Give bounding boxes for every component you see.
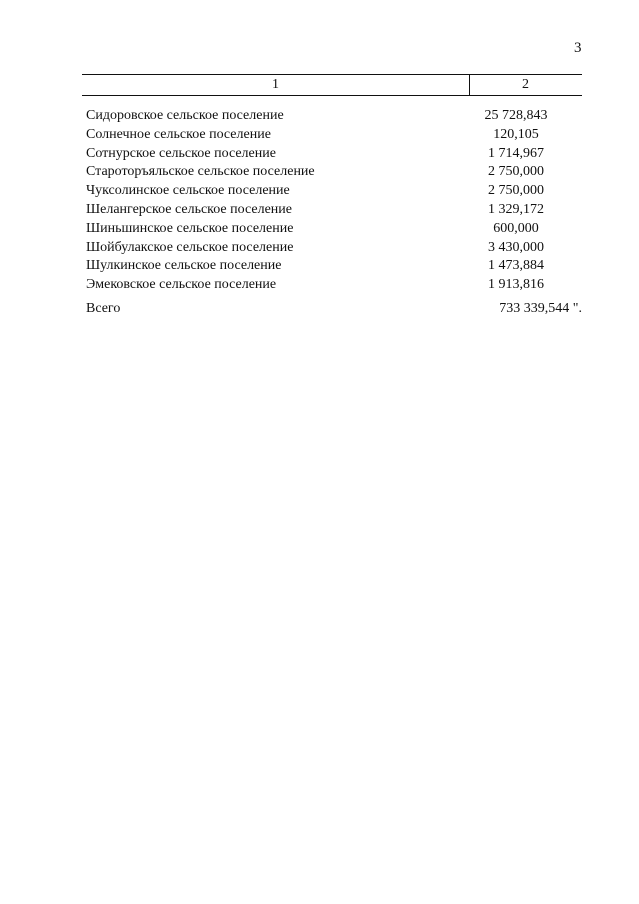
settlement-value: 25 728,843 [484, 108, 548, 123]
settlement-value: 1 473,884 [488, 258, 544, 274]
settlement-value: 600,000 [493, 220, 539, 236]
settlement-name: Чуксолинское сельское поселение [86, 183, 290, 199]
settlement-name: Шелангерское сельское поселение [86, 201, 292, 217]
total-label: Всего [86, 301, 121, 316]
settlement-value: 1 714,967 [488, 145, 544, 161]
table-top-rule [82, 74, 582, 75]
settlement-name: Эмековское сельское поселение [86, 277, 277, 293]
table-row [86, 163, 582, 182]
settlement-value: 120,105 [493, 126, 539, 142]
table-body [86, 107, 582, 295]
table-row [86, 107, 582, 126]
settlement-value: 2 750,000 [488, 183, 544, 199]
settlement-name: Староторъяльское сельское поселение [86, 164, 315, 180]
table-row [86, 276, 582, 295]
table-row [86, 257, 582, 276]
table-header-rule [82, 95, 582, 96]
table-row [86, 239, 582, 258]
settlement-name: Сидоровское сельское поселение [86, 108, 284, 123]
total-value: 733 339,544 ". [499, 301, 582, 316]
settlement-name: Шойбулакское сельское поселение [86, 239, 294, 255]
column-header-1: 1 [272, 77, 279, 92]
settlement-name: Шулкинское сельское поселение [86, 258, 282, 274]
table-row [86, 201, 582, 220]
table-row [86, 126, 582, 145]
total-row [86, 300, 582, 318]
settlement-value: 2 750,000 [488, 164, 544, 180]
settlement-name: Солнечное сельское поселение [86, 126, 271, 142]
settlement-value: 1 913,816 [488, 277, 544, 293]
table-row [86, 182, 582, 201]
settlement-value: 3 430,000 [488, 239, 544, 255]
settlement-name: Шиньшинское сельское поселение [86, 220, 294, 236]
column-header-2: 2 [522, 77, 529, 92]
table-row [86, 145, 582, 164]
table-row [86, 220, 582, 239]
settlement-value: 1 329,172 [488, 201, 544, 217]
page-number: 3 [574, 40, 582, 56]
settlement-name: Сотнурское сельское поселение [86, 145, 276, 161]
